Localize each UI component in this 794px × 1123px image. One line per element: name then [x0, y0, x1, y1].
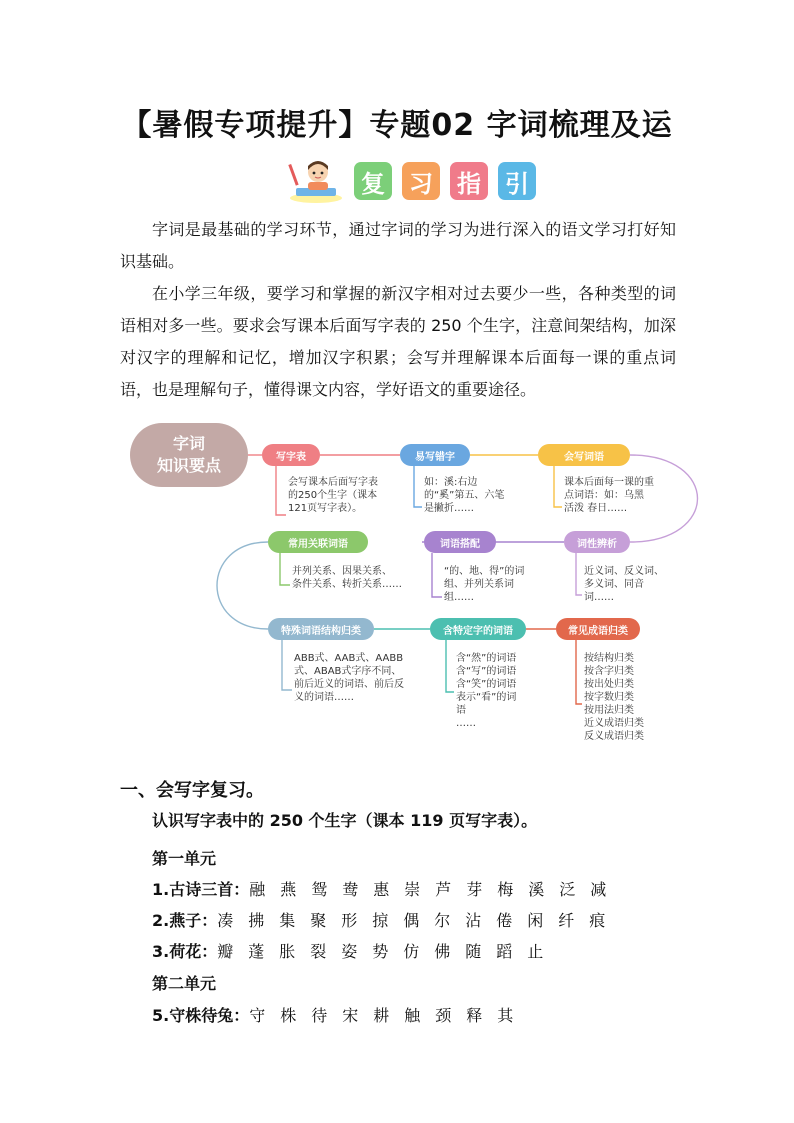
mindmap-node: 常用关联词语 [268, 531, 368, 553]
char: 芽 [466, 880, 483, 899]
char: 形 [341, 911, 358, 930]
char: 宋 [342, 1006, 359, 1025]
banner-tile: 指 [450, 162, 488, 200]
mindmap-node: 特殊词语结构归类 [268, 618, 374, 640]
char: 株 [280, 1006, 297, 1025]
mindmap-note: 按结构归类 按含字归类 按出处归类 按字数归类 按用法归类 近义成语归类 反义成语归类 [584, 653, 644, 742]
char: 沾 [465, 911, 482, 930]
char: 凑 [217, 911, 234, 930]
char: 瓣 [217, 942, 234, 961]
char: 耕 [373, 1006, 390, 1025]
mindmap-node: 常见成语归类 [556, 618, 640, 640]
char: 蓬 [248, 942, 265, 961]
char: 颈 [435, 1006, 452, 1025]
char: 芦 [435, 880, 452, 899]
char: 鸳 [311, 880, 328, 899]
char: 蹈 [496, 942, 513, 961]
char: 掠 [372, 911, 389, 930]
char: 融 [249, 880, 266, 899]
char: 其 [497, 1006, 514, 1025]
char: 拂 [248, 911, 265, 930]
mindmap-note: 如：溪:右边 的“奚”第五、六笔 是撇折…… [424, 477, 505, 514]
char: 泛 [559, 880, 576, 899]
center-line-2: 知识要点 [156, 456, 221, 475]
char: 随 [465, 942, 482, 961]
mindmap-node: 词语搭配 [424, 531, 496, 553]
lesson-label: 3.荷花： [152, 942, 218, 961]
char: 集 [279, 911, 296, 930]
char: 倦 [496, 911, 513, 930]
char: 惠 [373, 880, 390, 899]
mindmap-note: ABB式、AAB式、AABB 式、ABAB式字序不同、 前后近义的词语、前后反 义的词语…… [294, 653, 404, 703]
banner-tile: 习 [402, 162, 440, 200]
char: 溪 [528, 880, 545, 899]
mindmap-note: 并列关系、因果关系、 条件关系、转折关系…… [292, 566, 402, 590]
char: 仿 [403, 942, 420, 961]
mindmap-note: 课本后面每一课的重 点词语：如：乌黑 活泼 春日…… [564, 477, 654, 514]
section-subtitle: 认识写字表中的 250 个生字（课本 119 页写字表）。 [152, 811, 538, 830]
char: 聚 [310, 911, 327, 930]
mindmap-node: 易写错字 [400, 444, 470, 466]
lesson-line [152, 1003, 528, 1026]
char: 尔 [434, 911, 451, 930]
banner-tile: 复 [354, 162, 392, 200]
char: 减 [590, 880, 607, 899]
char: 守 [249, 1006, 266, 1025]
student-reading-icon [288, 158, 344, 204]
char: 释 [466, 1006, 483, 1025]
lesson-line [152, 877, 621, 900]
mindmap-node: 写字表 [262, 444, 320, 466]
banner-tile: 引 [498, 162, 536, 200]
lesson-label: 2.燕子： [152, 911, 218, 930]
char: 闲 [527, 911, 544, 930]
mindmap-node: 含特定字的词语 [430, 618, 526, 640]
unit-heading: 第一单元 [152, 849, 217, 868]
section-heading: 一、会写字复习。 [120, 780, 264, 801]
char: 鸯 [342, 880, 359, 899]
lesson-line [152, 939, 558, 962]
mindmap-node: 词性辨析 [564, 531, 630, 553]
intro-paragraph: 在小学三年级，要学习和掌握的新汉字相对过去要少一些，各种类型的词语相对多一些。要求会写课本后面写字表的 250 个生字，注意间架结构，加深对汉字的理解和记忆，增加汉字积累；会写并理解课本后面每一课的重点词语，也是理解句子，懂得课文内容，学好语文的重要途径。 [120, 284, 676, 399]
knowledge-mindmap [130, 420, 710, 750]
lesson-label: 5.守株待兔： [152, 1006, 250, 1025]
intro-paragraph: 字词是最基础的学习环节，通过字词的学习为进行深入的语文学习打好知识基础。 [120, 220, 676, 271]
char: 纤 [558, 911, 575, 930]
unit-heading: 第二单元 [152, 974, 217, 993]
lesson-label: 1.古诗三首： [152, 880, 250, 899]
char: 梅 [497, 880, 514, 899]
review-guide-banner [288, 158, 536, 204]
mindmap-note: 会写课本后面写字表 的250个生字（课本 121页写字表）。 [288, 477, 378, 514]
center-line-1: 字词 [172, 434, 205, 453]
char: 止 [527, 942, 544, 961]
page-title: 【暑假专项提升】专题02 字词梳理及运 [121, 108, 673, 143]
char: 姿 [341, 942, 358, 961]
mindmap-note: 近义词、反义词、 多义词、同音 词…… [584, 566, 664, 603]
char: 胀 [279, 942, 296, 961]
mindmap-node: 会写词语 [538, 444, 630, 466]
char: 偶 [403, 911, 420, 930]
char: 佛 [434, 942, 451, 961]
char: 裂 [310, 942, 327, 961]
mindmap-note: “的、地、得”的词 组、并列关系词 组…… [444, 566, 525, 603]
mindmap-note: 含“然”的词语 含“写”的词语 含“笑”的词语 表示“看”的词 语 …… [456, 653, 517, 729]
char: 势 [372, 942, 389, 961]
mindmap-center-node [130, 423, 248, 487]
char: 燕 [280, 880, 297, 899]
char: 触 [404, 1006, 421, 1025]
char: 崇 [404, 880, 421, 899]
char: 痕 [589, 911, 606, 930]
lesson-line [152, 908, 620, 931]
char: 待 [311, 1006, 328, 1025]
